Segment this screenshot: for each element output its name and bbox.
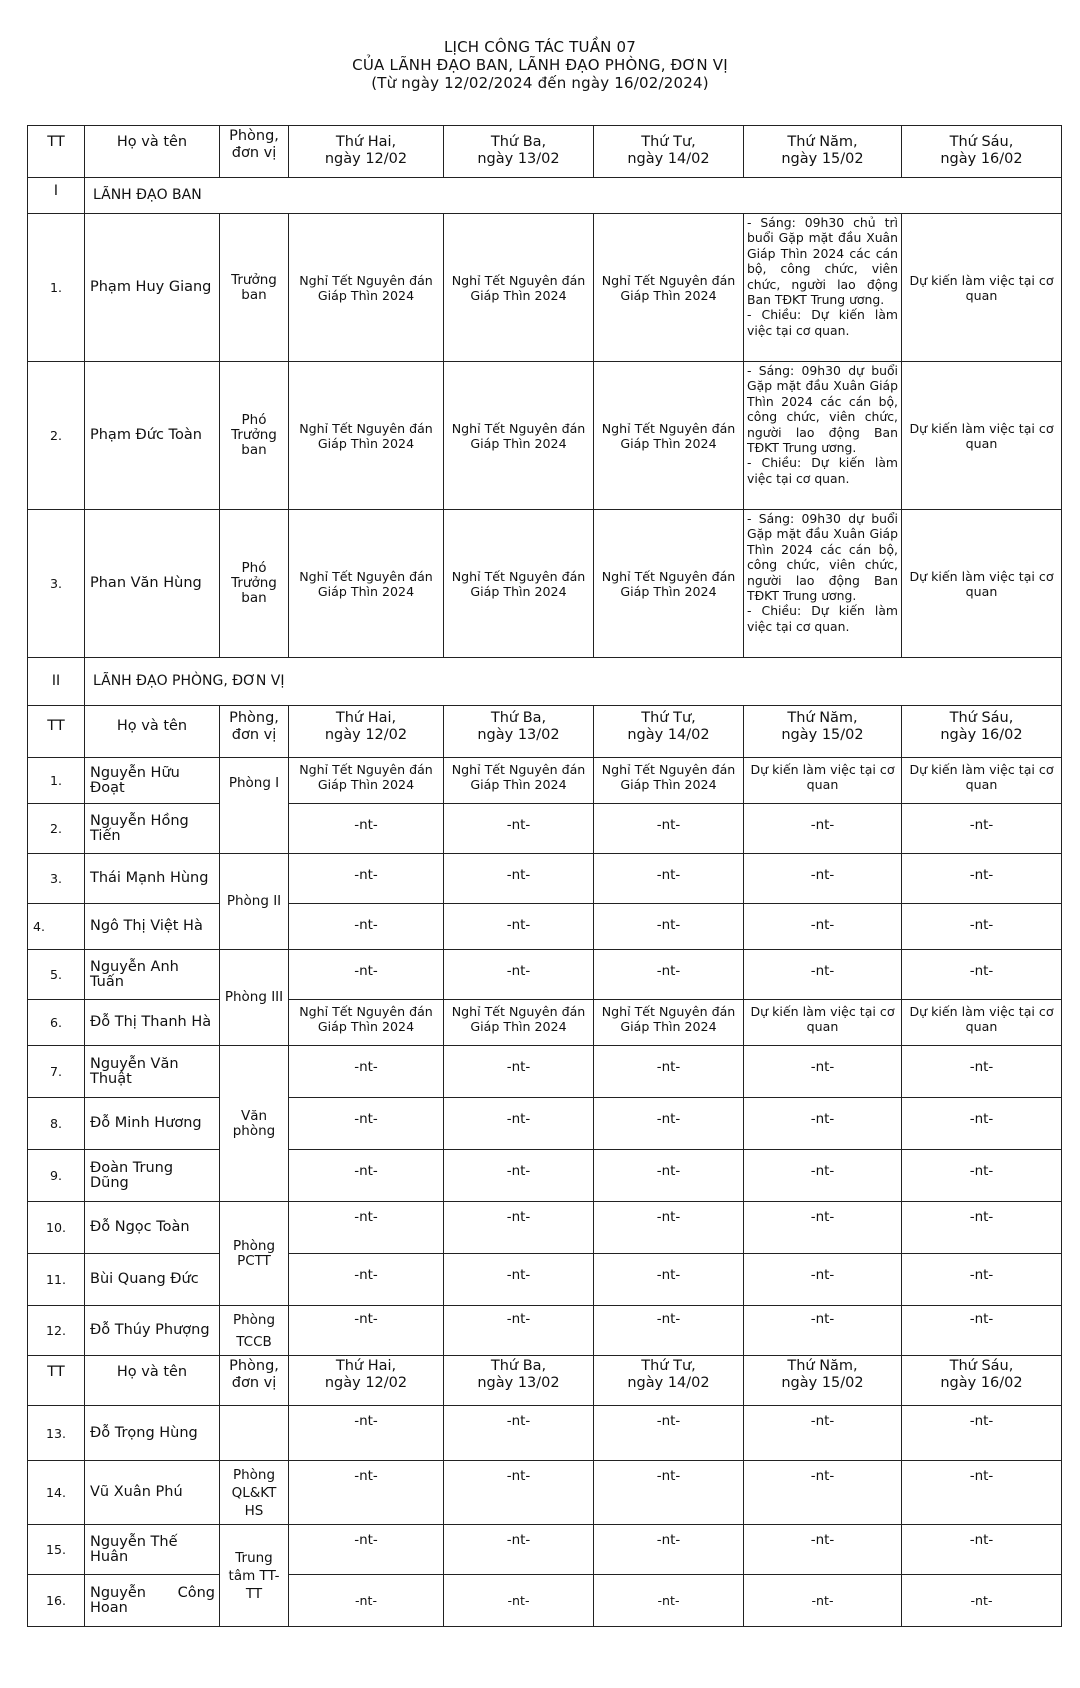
person-position: Phó Trưởng ban — [220, 510, 289, 658]
row-number: 4. — [28, 904, 85, 950]
person-position: Phó Trưởng ban — [220, 362, 289, 510]
schedule-cell: -nt- — [289, 854, 444, 904]
person-name: Ngô Thị Việt Hà — [85, 904, 220, 950]
person-name: Phạm Đức Toàn — [85, 362, 220, 510]
header-tuesday: Thứ Ba, ngày 13/02 — [444, 126, 594, 178]
schedule-cell: -nt- — [444, 1575, 594, 1627]
header-thursday: Thứ Năm, ngày 15/02 — [744, 126, 902, 178]
department-cell — [220, 1406, 289, 1461]
schedule-cell: -nt- — [744, 1461, 902, 1525]
schedule-cell: -nt- — [444, 1098, 594, 1150]
table-row — [28, 854, 1062, 904]
header-thursday: Thứ Năm, ngày 15/02 — [744, 1356, 902, 1406]
schedule-cell: -nt- — [744, 1575, 902, 1627]
schedule-cell: -nt- — [444, 1306, 594, 1356]
schedule-cell: -nt- — [744, 1150, 902, 1202]
schedule-cell: -nt- — [444, 804, 594, 854]
table-row — [28, 758, 1062, 804]
table-row — [28, 1150, 1062, 1202]
header-tuesday: Thứ Ba, ngày 13/02 — [444, 1356, 594, 1406]
schedule-cell: -nt- — [744, 1306, 902, 1356]
table-row — [28, 1525, 1062, 1575]
person-name: Nguyễn Văn Thuật — [85, 1046, 220, 1098]
schedule-cell: -nt- — [444, 1406, 594, 1461]
row-number: 3. — [28, 854, 85, 904]
section-row — [28, 178, 1062, 214]
schedule-cell: -nt- — [902, 950, 1062, 1000]
table-row — [28, 1046, 1062, 1098]
schedule-cell: -nt- — [744, 904, 902, 950]
schedule-cell: -nt- — [444, 1202, 594, 1254]
schedule-cell: -nt- — [902, 804, 1062, 854]
header-name: Họ và tên — [85, 1356, 220, 1406]
schedule-cell: -nt- — [594, 1046, 744, 1098]
schedule-cell: -nt- — [289, 1461, 444, 1525]
header-dept: Phòng, đơn vị — [220, 1356, 289, 1406]
row-number: 1. — [28, 758, 85, 804]
schedule-cell: Dự kiến làm việc tại cơ quan — [902, 214, 1062, 362]
person-name: Đỗ Trọng Hùng — [85, 1406, 220, 1461]
schedule-cell: Nghỉ Tết Nguyên đán Giáp Thìn 2024 — [594, 1000, 744, 1046]
row-number: 6. — [28, 1000, 85, 1046]
schedule-cell: -nt- — [744, 804, 902, 854]
schedule-cell: Nghỉ Tết Nguyên đán Giáp Thìn 2024 — [289, 758, 444, 804]
schedule-cell: -nt- — [594, 1575, 744, 1627]
person-name: Nguyễn Thế Huân — [85, 1525, 220, 1575]
schedule-cell: Dự kiến làm việc tại cơ quan — [902, 758, 1062, 804]
schedule-cell: -nt- — [902, 904, 1062, 950]
row-number: 3. — [28, 510, 85, 658]
schedule-cell: Nghỉ Tết Nguyên đán Giáp Thìn 2024 — [444, 510, 594, 658]
table-row — [28, 1406, 1062, 1461]
schedule-cell: -nt- — [289, 904, 444, 950]
schedule-cell: Nghỉ Tết Nguyên đán Giáp Thìn 2024 — [289, 214, 444, 362]
header-monday: Thứ Hai, ngày 12/02 — [289, 126, 444, 178]
schedule-cell: -nt- — [594, 1461, 744, 1525]
row-number: 11. — [28, 1254, 85, 1306]
header-name: Họ và tên — [85, 126, 220, 178]
table-header-row — [28, 706, 1062, 758]
row-number: 9. — [28, 1150, 85, 1202]
schedule-cell: -nt- — [289, 1150, 444, 1202]
schedule-cell: - Sáng: 09h30 dự buổi Gặp mặt đầu Xuân Giáp Thìn 2024 các cán bộ, công chức, viên chức, người lao động Ban TĐKT Trung ương. - Chiều: Dự kiến làm việc tại cơ quan. — [744, 362, 902, 510]
schedule-cell: -nt- — [902, 1098, 1062, 1150]
header-friday: Thứ Sáu, ngày 16/02 — [902, 706, 1062, 758]
person-name: Nguyễn Hữu Đoạt — [85, 758, 220, 804]
header-tt: TT — [28, 1356, 85, 1406]
schedule-cell: -nt- — [444, 1525, 594, 1575]
schedule-cell: -nt- — [444, 950, 594, 1000]
document-date-range: (Từ ngày 12/02/2024 đến ngày 16/02/2024) — [371, 74, 709, 92]
schedule-cell: -nt- — [289, 1306, 444, 1356]
person-name: Vũ Xuân Phú — [85, 1461, 220, 1525]
table-header-row — [28, 1356, 1062, 1406]
department-cell: Phòng TCCB — [220, 1306, 289, 1356]
schedule-cell: Nghỉ Tết Nguyên đán Giáp Thìn 2024 — [289, 1000, 444, 1046]
row-number: 8. — [28, 1098, 85, 1150]
header-wednesday: Thứ Tư, ngày 14/02 — [594, 126, 744, 178]
schedule-cell: Nghỉ Tết Nguyên đán Giáp Thìn 2024 — [594, 362, 744, 510]
schedule-cell: -nt- — [444, 1461, 594, 1525]
schedule-cell: -nt- — [744, 1406, 902, 1461]
header-friday: Thứ Sáu, ngày 16/02 — [902, 126, 1062, 178]
person-name: Phạm Huy Giang — [85, 214, 220, 362]
schedule-cell: -nt- — [444, 1046, 594, 1098]
schedule-cell: -nt- — [902, 1202, 1062, 1254]
schedule-cell: Dự kiến làm việc tại cơ quan — [902, 362, 1062, 510]
schedule-cell: Nghỉ Tết Nguyên đán Giáp Thìn 2024 — [444, 362, 594, 510]
schedule-cell: -nt- — [902, 1575, 1062, 1627]
person-name: Đỗ Minh Hương — [85, 1098, 220, 1150]
schedule-cell: -nt- — [744, 1525, 902, 1575]
document-subtitle: CỦA LÃNH ĐẠO BAN, LÃNH ĐẠO PHÒNG, ĐƠN VỊ — [352, 56, 728, 74]
schedule-cell: Dự kiến làm việc tại cơ quan — [902, 510, 1062, 658]
table-row — [28, 1461, 1062, 1525]
row-number: 2. — [28, 362, 85, 510]
row-number: 14. — [28, 1461, 85, 1525]
person-name: Nguyễn Hồng Tiến — [85, 804, 220, 854]
schedule-cell: Nghỉ Tết Nguyên đán Giáp Thìn 2024 — [594, 758, 744, 804]
row-number: 1. — [28, 214, 85, 362]
header-monday: Thứ Hai, ngày 12/02 — [289, 706, 444, 758]
header-wednesday: Thứ Tư, ngày 14/02 — [594, 706, 744, 758]
table-row — [28, 1575, 1062, 1627]
schedule-cell: -nt- — [902, 1150, 1062, 1202]
person-name: Thái Mạnh Hùng — [85, 854, 220, 904]
header-dept: Phòng, đơn vị — [220, 126, 289, 178]
section-row — [28, 658, 1062, 706]
schedule-cell: -nt- — [289, 1525, 444, 1575]
schedule-cell: -nt- — [594, 1406, 744, 1461]
person-name: Đỗ Ngọc Toàn — [85, 1202, 220, 1254]
section-number: II — [28, 658, 85, 706]
header-thursday: Thứ Năm, ngày 15/02 — [744, 706, 902, 758]
header-dept: Phòng, đơn vị — [220, 706, 289, 758]
person-name: Đoàn Trung Dũng — [85, 1150, 220, 1202]
table-row — [28, 804, 1062, 854]
schedule-cell: -nt- — [902, 1406, 1062, 1461]
schedule-cell: Nghỉ Tết Nguyên đán Giáp Thìn 2024 — [289, 510, 444, 658]
schedule-cell: Dự kiến làm việc tại cơ quan — [744, 1000, 902, 1046]
schedule-cell: -nt- — [594, 1202, 744, 1254]
schedule-cell: -nt- — [902, 1254, 1062, 1306]
schedule-cell: -nt- — [594, 1306, 744, 1356]
person-name: Đỗ Thúy Phượng — [85, 1306, 220, 1356]
schedule-cell: -nt- — [744, 950, 902, 1000]
section-label: LÃNH ĐẠO PHÒNG, ĐƠN VỊ — [85, 658, 1062, 706]
person-name: Bùi Quang Đức — [85, 1254, 220, 1306]
department-cell: Phòng II — [220, 854, 289, 950]
header-wednesday: Thứ Tư, ngày 14/02 — [594, 1356, 744, 1406]
schedule-cell: Dự kiến làm việc tại cơ quan — [902, 1000, 1062, 1046]
schedule-cell: -nt- — [444, 1150, 594, 1202]
header-tt: TT — [28, 126, 85, 178]
header-name: Họ và tên — [85, 706, 220, 758]
table-header-row — [28, 126, 1062, 178]
schedule-cell: -nt- — [289, 1254, 444, 1306]
schedule-cell: - Sáng: 09h30 dự buổi Gặp mặt đầu Xuân Giáp Thìn 2024 các cán bộ, công chức, viên chức, người lao động Ban TĐKT Trung ương. - Chiều: Dự kiến làm việc tại cơ quan. — [744, 510, 902, 658]
table-row — [28, 362, 1062, 510]
department-cell: Trung tâm TT-TT — [220, 1525, 289, 1627]
header-monday: Thứ Hai, ngày 12/02 — [289, 1356, 444, 1406]
schedule-cell: Nghỉ Tết Nguyên đán Giáp Thìn 2024 — [289, 362, 444, 510]
schedule-cell: -nt- — [289, 804, 444, 854]
schedule-cell: -nt- — [744, 1202, 902, 1254]
schedule-cell: -nt- — [594, 950, 744, 1000]
department-cell: Phòng QL&KT HS — [220, 1461, 289, 1525]
schedule-cell: -nt- — [444, 1254, 594, 1306]
table-row — [28, 510, 1062, 658]
schedule-cell: -nt- — [594, 1254, 744, 1306]
person-name: Đỗ Thị Thanh Hà — [85, 1000, 220, 1046]
table-row — [28, 904, 1062, 950]
section-label: LÃNH ĐẠO BAN — [85, 178, 1062, 214]
schedule-cell: - Sáng: 09h30 chủ trì buổi Gặp mặt đầu Xuân Giáp Thìn 2024 các cán bộ, công chức, viên chức, người lao động Ban TĐKT Trung ương. - Chiều: Dự kiến làm việc tại cơ quan. — [744, 214, 902, 362]
row-number: 12. — [28, 1306, 85, 1356]
row-number: 5. — [28, 950, 85, 1000]
table-row — [28, 1202, 1062, 1254]
schedule-cell: -nt- — [902, 1461, 1062, 1525]
schedule-cell: -nt- — [594, 1525, 744, 1575]
schedule-cell: -nt- — [744, 1046, 902, 1098]
document-title: LỊCH CÔNG TÁC TUẦN 07 — [443, 38, 637, 56]
table-row — [28, 950, 1062, 1000]
table-row — [28, 214, 1062, 362]
schedule-cell: -nt- — [289, 1098, 444, 1150]
schedule-cell: Nghỉ Tết Nguyên đán Giáp Thìn 2024 — [444, 1000, 594, 1046]
schedule-cell: -nt- — [289, 1575, 444, 1627]
schedule-cell: -nt- — [289, 1406, 444, 1461]
schedule-cell: -nt- — [444, 904, 594, 950]
table-row — [28, 1306, 1062, 1356]
schedule-cell: -nt- — [744, 1254, 902, 1306]
row-number: 10. — [28, 1202, 85, 1254]
schedule-cell: Nghỉ Tết Nguyên đán Giáp Thìn 2024 — [444, 214, 594, 362]
schedule-cell: -nt- — [902, 1046, 1062, 1098]
schedule-cell: -nt- — [594, 854, 744, 904]
row-number: 16. — [28, 1575, 85, 1627]
person-position: Trưởng ban — [220, 214, 289, 362]
schedule-cell: -nt- — [594, 1150, 744, 1202]
schedule-cell: Nghỉ Tết Nguyên đán Giáp Thìn 2024 — [594, 510, 744, 658]
schedule-cell: -nt- — [444, 854, 594, 904]
schedule-cell: -nt- — [744, 854, 902, 904]
schedule-cell: -nt- — [902, 854, 1062, 904]
schedule-cell: -nt- — [289, 950, 444, 1000]
schedule-cell: -nt- — [902, 1525, 1062, 1575]
department-cell: Phòng PCTT — [220, 1202, 289, 1306]
schedule-cell: -nt- — [902, 1306, 1062, 1356]
section-number: I — [28, 178, 85, 214]
row-number: 2. — [28, 804, 85, 854]
schedule-cell: Nghỉ Tết Nguyên đán Giáp Thìn 2024 — [444, 758, 594, 804]
schedule-cell: Dự kiến làm việc tại cơ quan — [744, 758, 902, 804]
schedule-cell: -nt- — [289, 1202, 444, 1254]
schedule-cell: -nt- — [594, 1098, 744, 1150]
schedule-cell: -nt- — [744, 1098, 902, 1150]
schedule-cell: -nt- — [289, 1046, 444, 1098]
department-cell: Phòng III — [220, 950, 289, 1046]
schedule-cell: -nt- — [594, 804, 744, 854]
table-row — [28, 1000, 1062, 1046]
header-tt: TT — [28, 706, 85, 758]
person-name: Nguyễn Công Hoan — [85, 1575, 220, 1627]
header-tuesday: Thứ Ba, ngày 13/02 — [444, 706, 594, 758]
table-row — [28, 1254, 1062, 1306]
schedule-cell: Nghỉ Tết Nguyên đán Giáp Thìn 2024 — [594, 214, 744, 362]
department-cell: Phòng I — [220, 758, 289, 854]
department-cell: Văn phòng — [220, 1046, 289, 1202]
person-name: Nguyễn Anh Tuấn — [85, 950, 220, 1000]
row-number: 13. — [28, 1406, 85, 1461]
table-row — [28, 1098, 1062, 1150]
header-friday: Thứ Sáu, ngày 16/02 — [902, 1356, 1062, 1406]
schedule-table — [27, 125, 1062, 1627]
person-name: Phan Văn Hùng — [85, 510, 220, 658]
row-number: 7. — [28, 1046, 85, 1098]
row-number: 15. — [28, 1525, 85, 1575]
schedule-cell: -nt- — [594, 904, 744, 950]
